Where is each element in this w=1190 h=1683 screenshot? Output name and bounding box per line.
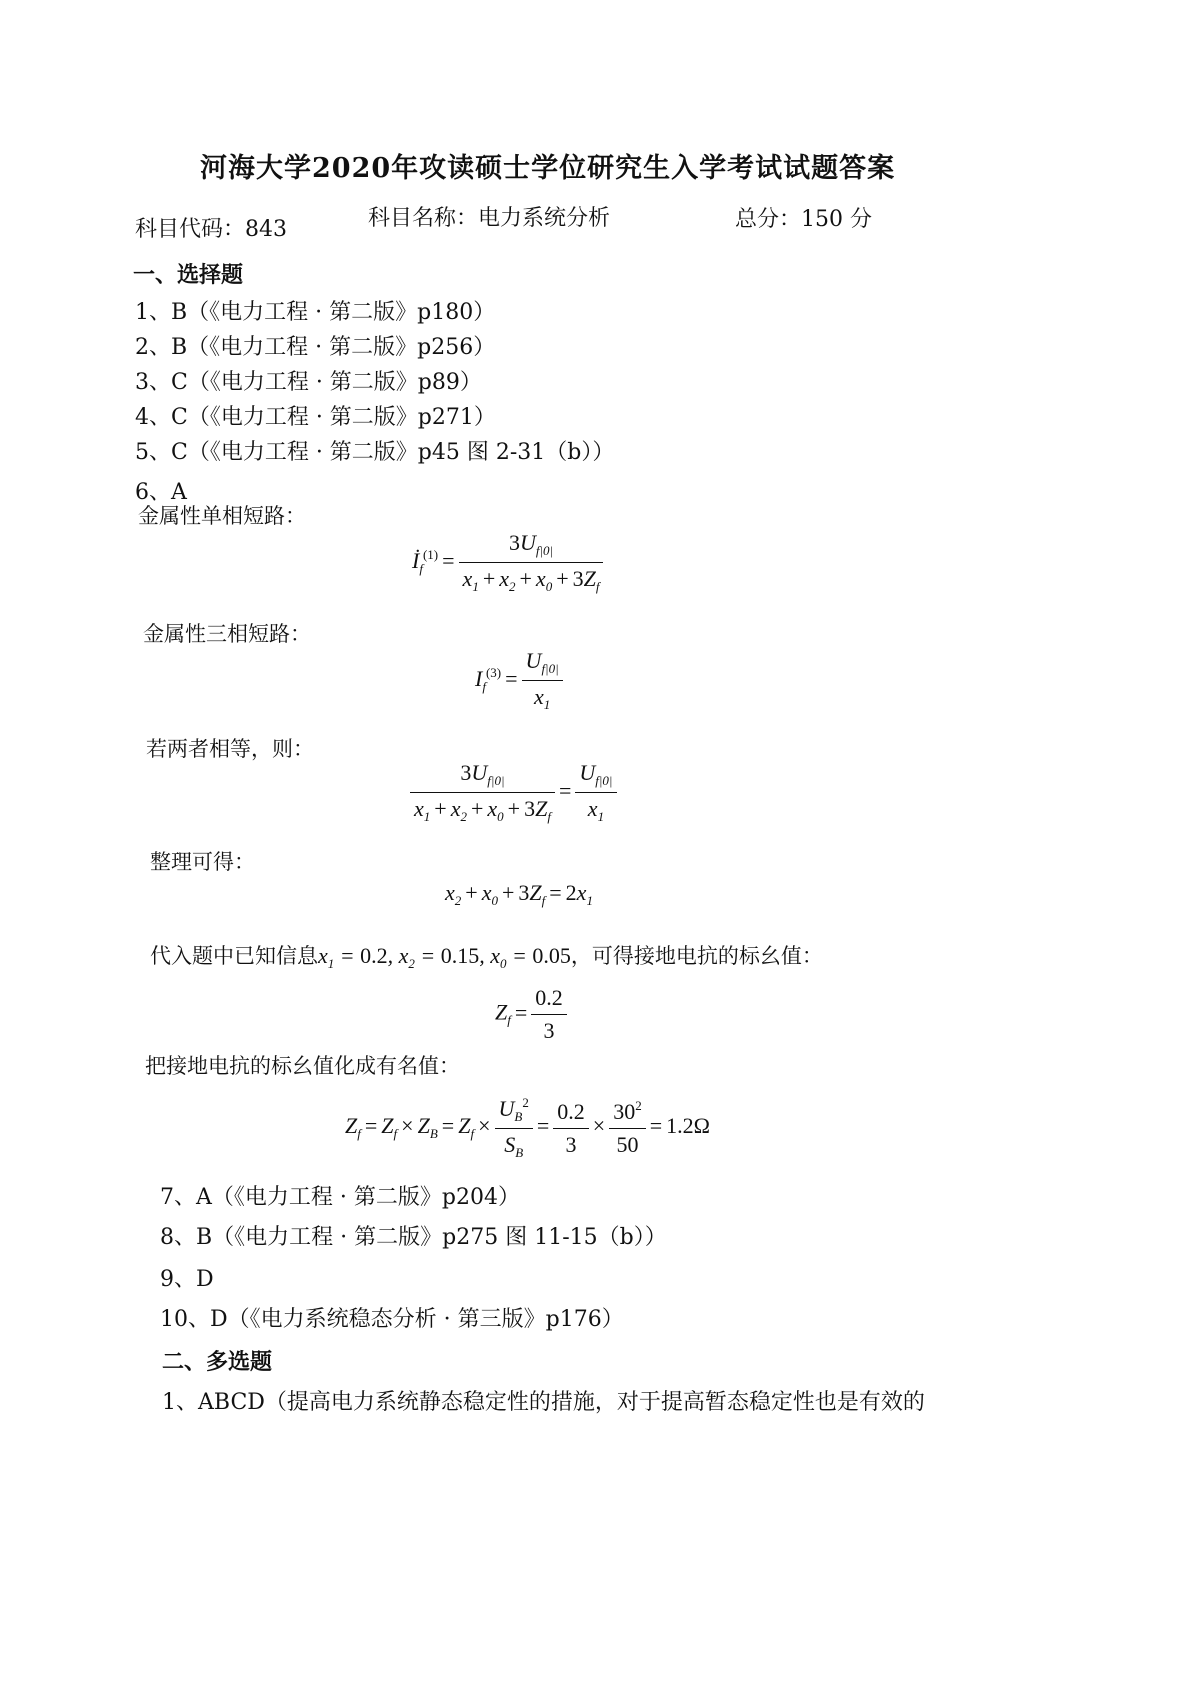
label-simplify: 整理可得： [150,850,255,874]
answer-8: 8、B（《电力工程 · 第二版》p275 图 11-15（b）） [160,1225,667,1250]
section-heading-multi-choice: 二、多选题 [162,1349,273,1375]
answer-6: 6、A [135,480,187,505]
total-score: 总分：150 分 [735,207,872,232]
section-heading-single-choice: 一、选择题 [133,262,244,288]
answer-4: 4、C（《电力工程 · 第二版》p271） [135,405,496,430]
formula-zf-ohms: $Z_f = Z_f \times Z_B = Z_f$ × $\frac{U_B^2}{S_B}$ = $\frac{0.2}{3}$ × $\frac{30^2}{50}$ = 1.2Ω [345,1095,710,1160]
formula-three-phase: $I_f^{(3)}$ = $\frac{U_{f|0|}}{x_1}$ [475,648,563,713]
answer-3: 3、C（《电力工程 · 第二版》p89） [135,370,482,395]
label-single-phase-fault: 金属性单相短路： [138,504,306,528]
substitution-line: 代入题中已知信息$x_1 = 0.2$, $x_2 = 0.15$, $x_0 = 0.05$，可得接地电抗的标幺值： [150,943,823,971]
label-if-equal: 若两者相等，则： [146,737,314,761]
answer-9: 9、D [160,1267,214,1292]
label-three-phase-fault: 金属性三相短路： [143,622,311,646]
answer-10: 10、D（《电力系统稳态分析 · 第三版》p176） [160,1307,624,1332]
formula-equate: $\frac{3U_{f|0|}}{x_1 + x_2 + x_0 + 3Z_f}$ = $\frac{U_{f|0|}}{x_1}$ [410,760,617,825]
label-convert-to-ohms: 把接地电抗的标幺值化成有名值： [145,1054,460,1078]
formula-single-phase: $İ_f^{(1)}$ = $\frac{3U_{f|0|}}{x_1 + x_2 + x_0 + 3Z_f}$ [412,530,603,595]
answer-7: 7、A（《电力工程 · 第二版》p204） [160,1185,520,1210]
subject-name: 科目名称：电力系统分析 [368,206,611,231]
multi-answer-1: 1、ABCD（提高电力系统静态稳定性的措施，对于提高暂态稳定性也是有效的 [162,1390,925,1415]
page-title: 河海大学2020年攻读硕士学位研究生入学考试试题答案 [200,153,896,184]
answer-2: 2、B（《电力工程 · 第二版》p256） [135,335,496,360]
subject-code: 科目代码：843 [135,217,287,242]
answer-1: 1、B（《电力工程 · 第二版》p180） [135,300,496,325]
answer-5: 5、C（《电力工程 · 第二版》p45 图 2-31（b）） [135,440,615,465]
formula-simplified: $x_2 + x_0 + 3Z_f = 2x_1$ [445,880,593,908]
formula-zf-per-unit: $Z_f$ = $\frac{0.2}{3}$ [495,985,567,1044]
